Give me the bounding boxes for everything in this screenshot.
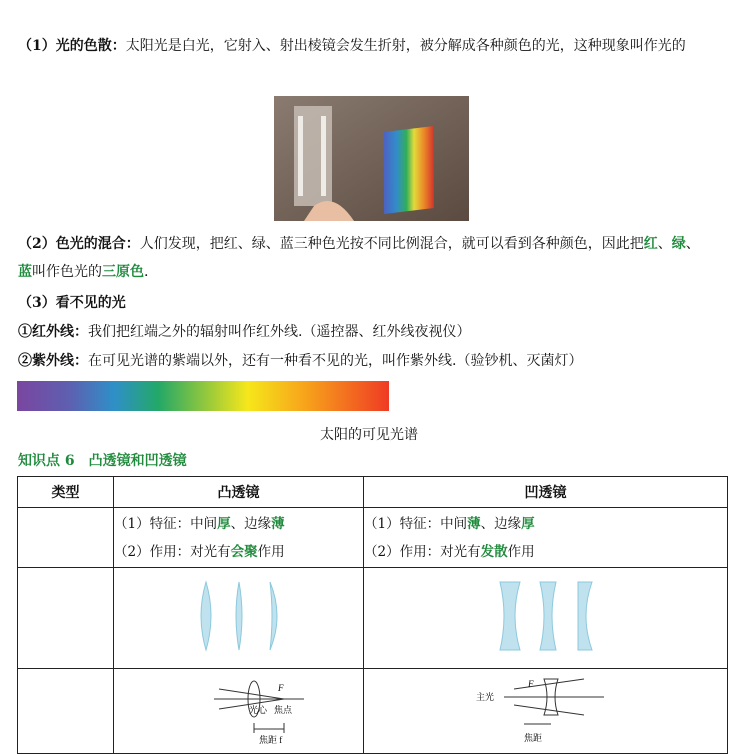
lens-table	[17, 476, 728, 754]
concave-ray-diagram-icon	[364, 669, 727, 749]
table-header-row	[18, 477, 728, 508]
dispersion-title: 光的色散：	[55, 38, 126, 54]
dispersion-number: （1）	[18, 38, 56, 54]
row-label-empty	[18, 508, 114, 568]
mixing-line-2	[18, 262, 148, 282]
convex-shapes	[114, 568, 364, 669]
mixing-title: 色光的混合：	[55, 236, 140, 252]
header-concave: 凹透镜	[364, 477, 728, 508]
sep-1: 、	[657, 236, 672, 252]
mixing-text: 人们发现，把红、绿、蓝三种色光按不同比例混合，就可以看到各种颜色，因此把	[139, 236, 644, 252]
row-label-empty-2	[18, 568, 114, 669]
mixing-text-2: 叫作色光的	[32, 264, 102, 280]
blue-word: 蓝	[18, 264, 32, 280]
sep-2: 、	[685, 236, 700, 252]
ultraviolet-line	[18, 351, 582, 371]
invisible-heading: （3）看不见的光	[18, 295, 126, 311]
table-row-shapes	[18, 568, 728, 669]
primary-colors: 三原色	[102, 264, 144, 280]
concave-feature-2: （2）作用：对光有发散作用	[364, 543, 535, 560]
convex-feature-2: （2）作用：对光有会聚作用	[114, 543, 285, 560]
concave-F-label: F	[528, 679, 534, 689]
ultraviolet-label: ②紫外线：	[18, 353, 88, 369]
concave-diagram	[364, 669, 728, 754]
mixing-end: .	[144, 264, 149, 280]
concave-feature-1: （1）特征：中间薄、边缘厚	[364, 515, 535, 532]
header-convex: 凸透镜	[114, 477, 364, 508]
table-row-features	[18, 508, 728, 568]
optical-center-label: 光心	[249, 705, 268, 715]
infrared-text: 我们把红端之外的辐射叫作红外线.（遥控器、红外线夜视仪）	[88, 324, 471, 340]
table-row-diagrams	[18, 669, 728, 754]
main-axis-label: 主光	[476, 692, 495, 702]
red-word: 红	[643, 236, 658, 252]
convex-diagram	[114, 669, 364, 754]
spectrum-caption: 太阳的可见光谱	[320, 427, 418, 443]
section-heading: 知识点 6 凸透镜和凹透镜	[18, 453, 187, 469]
infrared-label: ①红外线：	[18, 324, 88, 340]
dispersion-text: 太阳光是白光，它射入、射出棱镜会发生折射，被分解成各种颜色的光，这种现象叫作光的	[125, 38, 686, 54]
convex-feature-1: （1）特征：中间厚、边缘薄	[114, 515, 285, 532]
convex-focal-length-label: 焦距 f	[259, 735, 283, 745]
ultraviolet-text: 在可见光谱的紫端以外，还有一种看不见的光，叫作紫外线.（验钞机、灭菌灯）	[88, 353, 583, 369]
concave-shapes	[364, 568, 728, 669]
infrared-line	[18, 322, 470, 342]
header-type: 类型	[18, 477, 114, 508]
concave-focal-length-label: 焦距	[524, 733, 543, 743]
focus-label: 焦点	[274, 705, 293, 715]
concave-lens-shapes-icon	[364, 568, 727, 664]
mixing-number: （2）	[18, 236, 56, 252]
convex-F-label: F	[278, 683, 284, 693]
concave-features	[364, 508, 728, 568]
convex-ray-diagram-icon	[114, 669, 363, 749]
convex-lens-shapes-icon	[114, 568, 363, 664]
mixing-line-1	[18, 234, 700, 254]
prism-photo	[274, 96, 469, 221]
row-label-empty-3	[18, 669, 114, 754]
green-word: 绿	[671, 236, 686, 252]
dispersion-line	[18, 36, 686, 56]
visible-spectrum-bar	[17, 381, 389, 411]
convex-features	[114, 508, 364, 568]
